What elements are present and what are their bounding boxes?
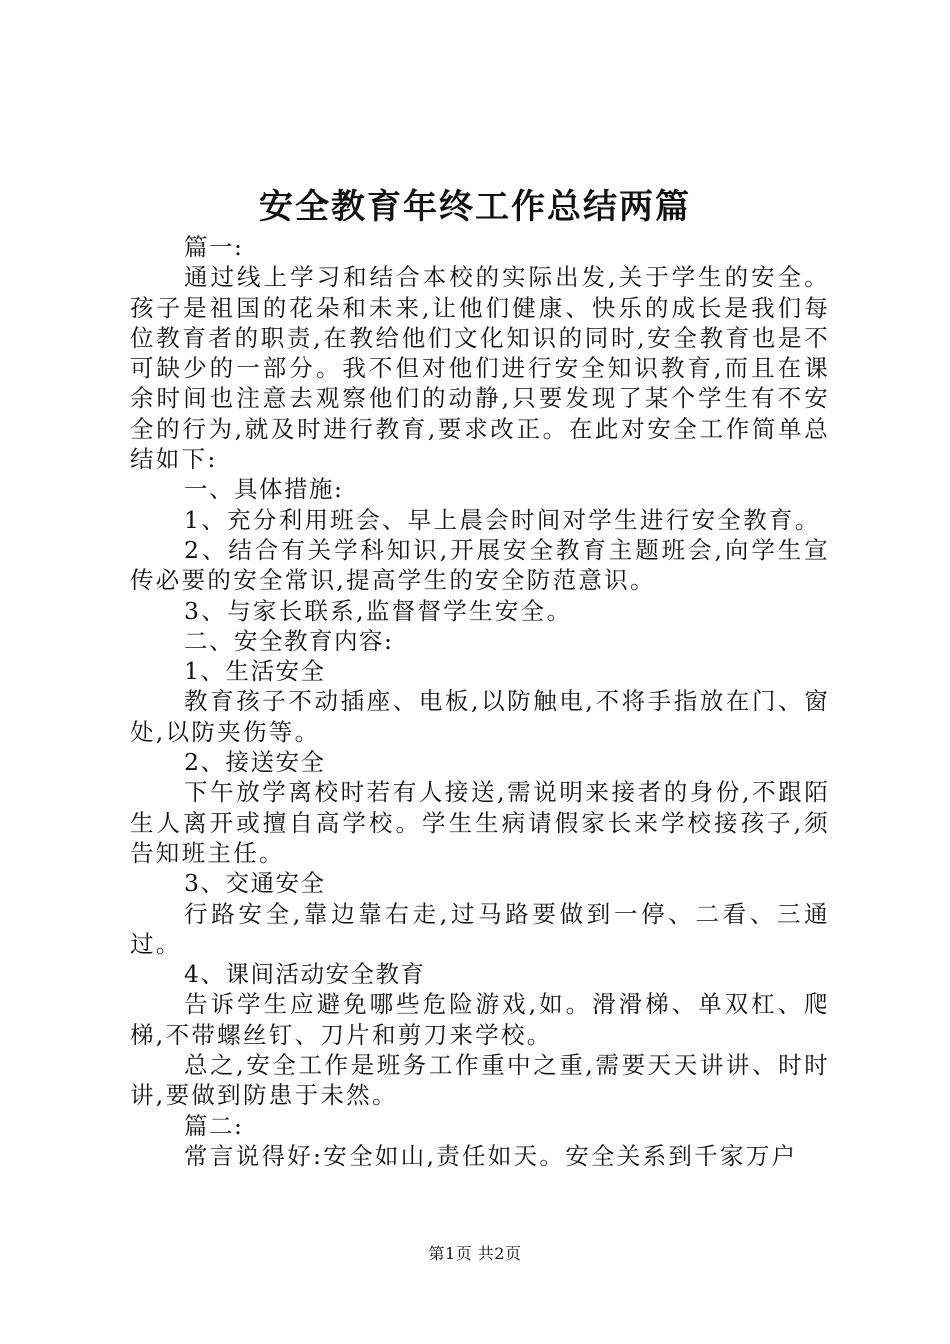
- section-heading: 二、安全教育内容:: [184, 626, 394, 655]
- body-paragraph: 教育孩子不动插座、电板,以防触电,不将手指放在门、窗处,以防夹伤等。: [130, 687, 830, 746]
- list-item: 1、充分利用班会、早上晨会时间对学生进行安全教育。: [184, 505, 821, 534]
- body-paragraph: 行路安全,靠边靠右走,过马路要做到一停、二看、三通过。: [130, 899, 830, 958]
- body-paragraph: 告诉学生应避免哪些危险游戏,如。滑滑梯、单双杠、爬梯,不带螺丝钉、刀片和剪刀来学校。: [130, 990, 830, 1049]
- subsection-heading: 2、接送安全: [184, 748, 326, 777]
- subsection-heading: 1、生活安全: [184, 657, 326, 686]
- subsection-heading: 3、交通安全: [184, 869, 326, 898]
- page-footer: 第1页 共2页: [428, 1244, 522, 1263]
- section-heading: 篇二:: [184, 1111, 244, 1140]
- list-item: 2、结合有关学科知识,开展安全教育主题班会,向学生宣传必要的安全常识,提高学生的安全防范意识。: [130, 535, 830, 595]
- body-paragraph: 下午放学离校时若有人接送,需说明来接者的身份,不跟陌生人离开或擅自高学校。学生生病请假家长来学校接孩子,须告知班主任。: [130, 778, 830, 867]
- section-heading: 一、具体措施:: [184, 475, 344, 504]
- subsection-heading: 4、课间活动安全教育: [184, 960, 426, 989]
- section-heading: 篇一:: [184, 233, 244, 261]
- body-paragraph: 总之,安全工作是班务工作重中之重,需要天天讲讲、时时讲,要做到防患于未然。: [130, 1051, 830, 1110]
- document-body: [130, 232, 830, 1171]
- body-paragraph: 通过线上学习和结合本校的实际出发,关于学生的安全。孩子是祖国的花朵和未来,让他们健康、快乐的成长是我们每位教育者的职责,在教给他们文化知识的同时,安全教育也是不可缺少的一部分。我不但对他们进行安全知识教育,而且在课余时间也注意去观察他们的动静,只要发现了某个学生有不安全的行为,就及时进行教育,要求改正。在此对安全工作简单总结如下:: [130, 263, 830, 474]
- body-paragraph: 常言说得好:安全如山,责任如天。安全关系到千家万户: [184, 1141, 798, 1170]
- list-item: 3、与家长联系,监督督学生安全。: [184, 596, 573, 625]
- document-title: 安全教育年终工作总结两篇: [259, 187, 691, 227]
